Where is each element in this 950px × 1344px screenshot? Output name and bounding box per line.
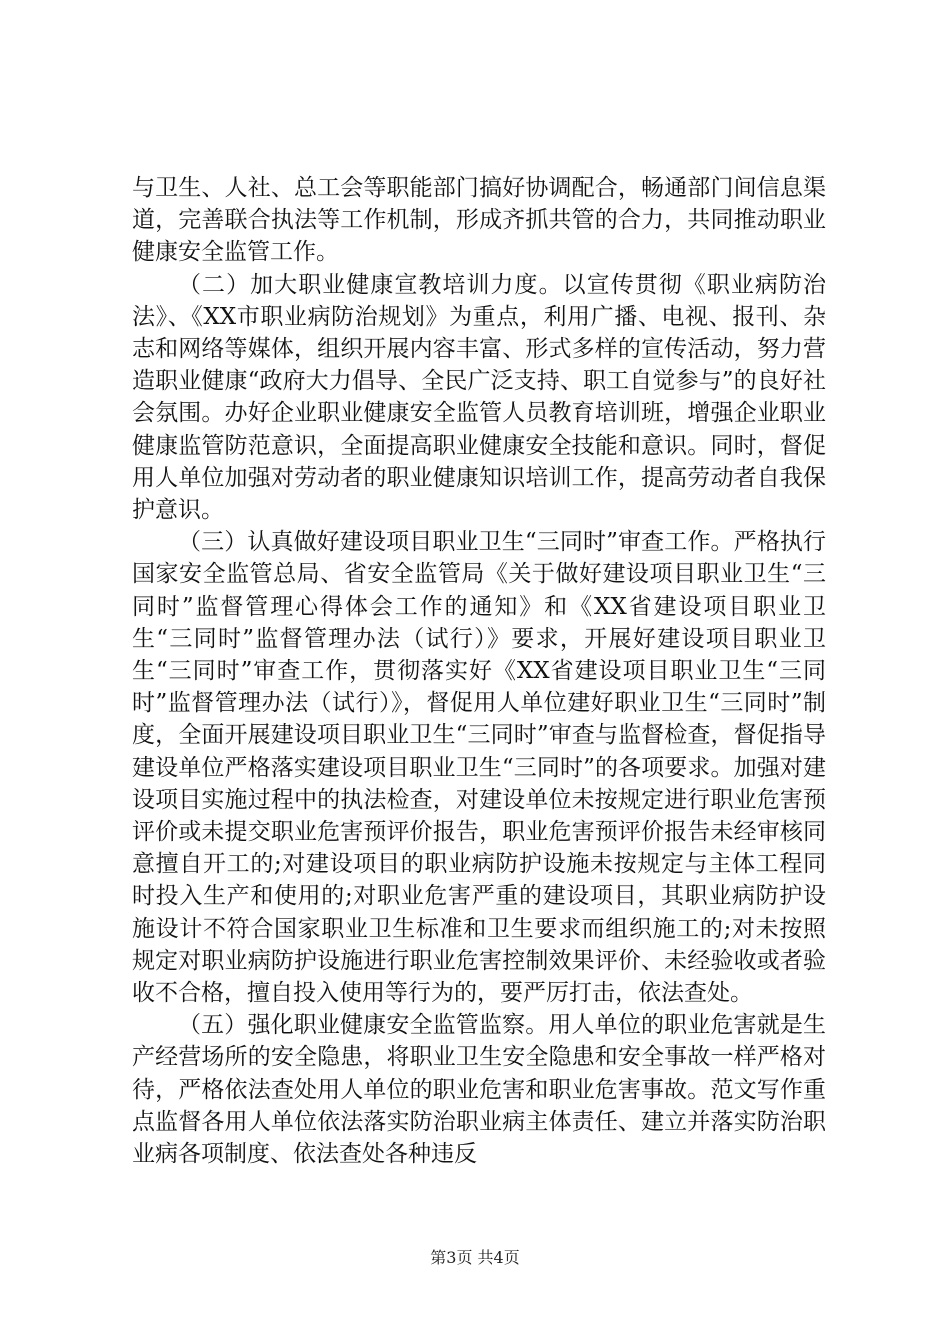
paragraph-continuation: 与卫生、人社、总工会等职能部门搞好协调配合，畅通部门间信息渠道，完善联合执法等工作机制，形成齐抓共管的合力，共同推动职业健康安全监管工作。	[132, 175, 826, 266]
paragraph-section-2: （二）加大职业健康宣教培训力度。以宣传贯彻《职业病防治法》、《XX市职业病防治规划》为重点，利用广播、电视、报刊、杂志和网络等媒体，组织开展内容丰富、形式多样的宣传活动，努力营造职业健康“政府大力倡导、全民广泛支持、职工自觉参与”的良好社会氛围。办好企业职业健康安全监管人员教育培训班，增强企业职业健康监管防范意识，全面提高职业健康安全技能和意识。同时，督促用人单位加强对劳动者的职业健康知识培训工作，提高劳动者自我保护意识。	[132, 271, 826, 524]
document-body	[132, 172, 826, 1170]
page-footer	[0, 1245, 950, 1268]
paragraph-section-3: （三）认真做好建设项目职业卫生“三同时”审查工作。严格执行国家安全监管总局、省安全监管局《关于做好建设项目职业卫生“三同时”监督管理心得体会工作的通知》和《XX省建设项目职业卫生“三同时”监督管理办法（试行）》要求，开展好建设项目职业卫生“三同时”审查工作，贯彻落实好《XX省建设项目职业卫生“三同时”监督管理办法（试行）》，督促用人单位建好职业卫生“三同时”制度，全面开展建设项目职业卫生“三同时”审查与监督检查，督促指导建设单位严格落实建设项目职业卫生“三同时”的各项要求。加强对建设项目实施过程中的执法检查，对建设单位未按规定进行职业危害预评价或未提交职业危害预评价报告，职业危害预评价报告未经审核同意擅自开工的;对建设项目的职业病防护设施未按规定与主体工程同时投入生产和使用的;对职业危害严重的建设项目，其职业病防护设施设计不符合国家职业卫生标准和卫生要求而组织施工的;对未按照规定对职业病防护设施进行职业危害控制效果评价、未经验收或者验收不合格，擅自投入使用等行为的，要严厉打击，依法查处。	[132, 529, 826, 1007]
paragraph-section-5: （五）强化职业健康安全监管监察。用人单位的职业危害就是生产经营场所的安全隐患，将职业卫生安全隐患和安全事故一样严格对待，严格依法查处用人单位的职业危害和职业危害事故。范文写作重点监督各用人单位依法落实防治职业病主体责任、建立并落实防治职业病各项制度、依法查处各种违反	[132, 1012, 826, 1168]
page-number: 第3页 共4页	[430, 1248, 520, 1267]
